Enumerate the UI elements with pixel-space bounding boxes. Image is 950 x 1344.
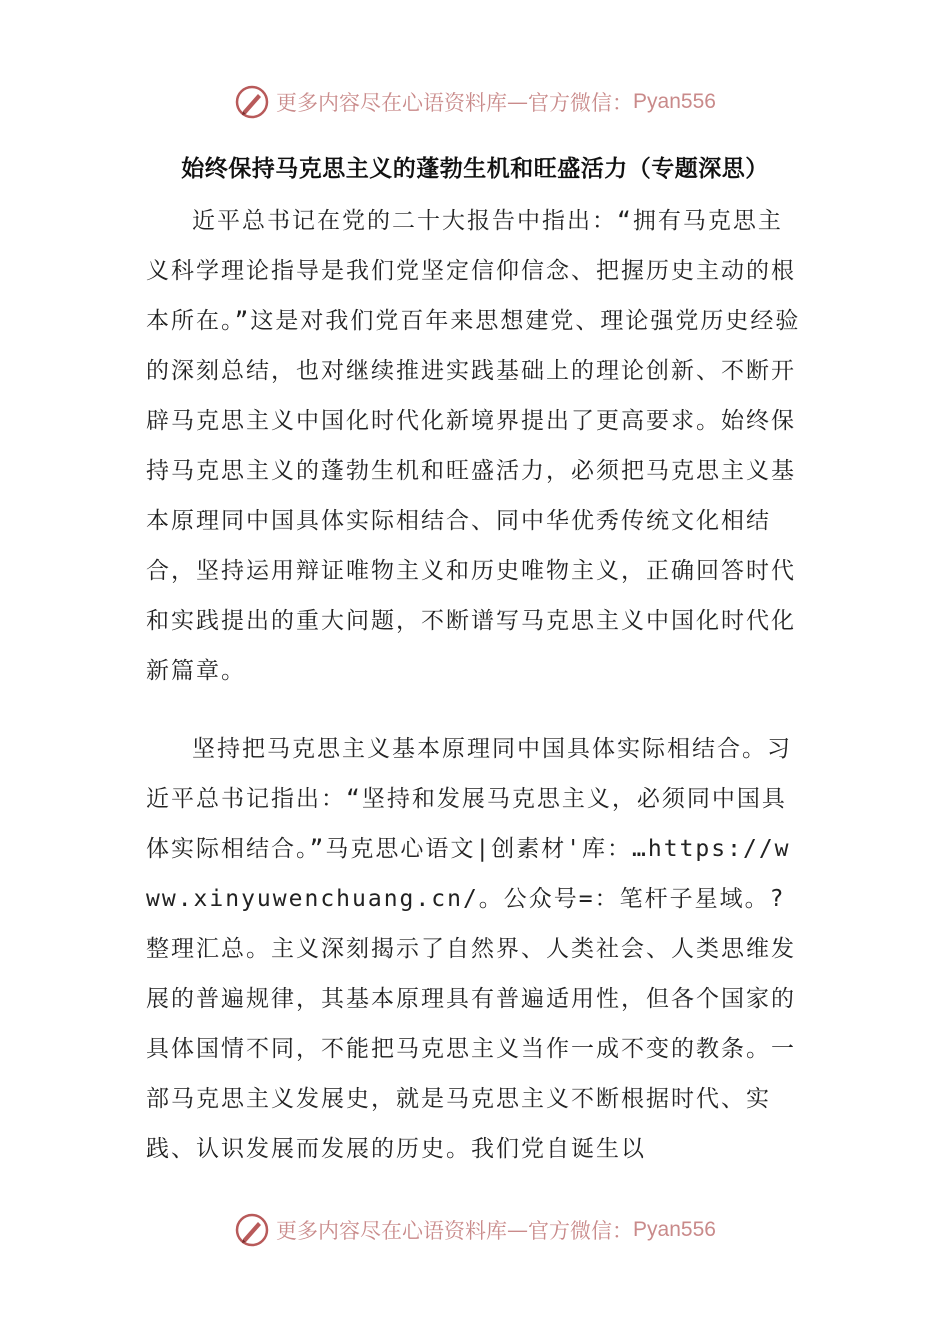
banner-wechat-id: Pyan556	[633, 90, 716, 113]
banner-main-text: 更多内容尽在心语资料库	[276, 91, 508, 115]
pen-logo-icon	[234, 1212, 270, 1248]
document-body	[146, 196, 806, 1174]
banner-official-label: 官方微信：	[528, 91, 634, 115]
banner-dash: —	[507, 90, 529, 114]
footer-watermark-banner	[0, 1210, 950, 1250]
pen-logo-icon	[234, 84, 270, 120]
banner-official-label: 官方微信：	[528, 1219, 634, 1243]
document-title: 始终保持马克思主义的蓬勃生机和旺盛活力（专题深思）	[181, 156, 769, 182]
paragraph-2: 坚持把马克思主义基本原理同中国具体实际相结合。习近平总书记指出：“坚持和发展马克思主义，必须同中国具体实际相结合。”马克思心语文|创素材'库：…https://www.xinyuwenchuang.cn/。公众号=：笔杆子星域。?整理汇总。主义深刻揭示了自然界、人类社会、人类思维发展的普遍规律，其基本原理具有普遍适用性，但各个国家的具体国情不同，不能把马克思主义当作一成不变的教条。一部马克思主义发展史，就是马克思主义不断根据时代、实践、认识发展而发展的历史。我们党自诞生以	[146, 736, 796, 1162]
header-watermark-banner	[0, 82, 950, 122]
banner-wechat-id: Pyan556	[633, 1218, 716, 1241]
paragraph-1: 近平总书记在党的二十大报告中指出：“拥有马克思主义科学理论指导是我们党坚定信仰信念、把握历史主动的根本所在。”这是对我们党百年来思想建党、理论强党历史经验的深刻总结，也对继续推进实践基础上的理论创新、不断开辟马克思主义中国化时代化新境界提出了更高要求。始终保持马克思主义的蓬勃生机和旺盛活力，必须把马克思主义基本原理同中国具体实际相结合、同中华优秀传统文化相结合，坚持运用辩证唯物主义和历史唯物主义，正确回答时代和实践提出的重大问题，不断谱写马克思主义中国化时代化新篇章。	[146, 208, 801, 684]
banner-dash: —	[507, 1218, 529, 1242]
banner-main-text: 更多内容尽在心语资料库	[276, 1219, 508, 1243]
